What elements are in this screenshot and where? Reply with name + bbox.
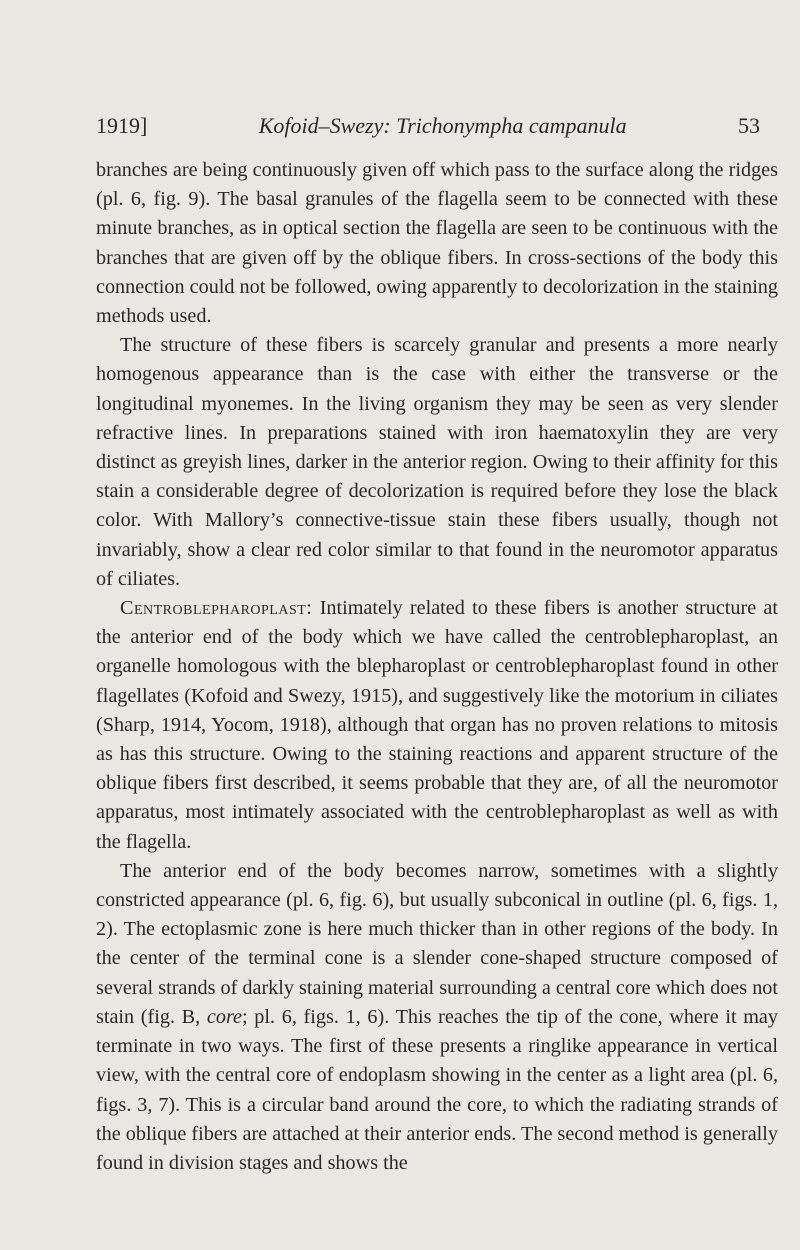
running-head-title: Kofoid–Swezy: Trichonympha campanula [258,113,627,138]
paragraph-anterior-end-text-a: The anterior end of the body becomes narrow, sometimes with a slightly constricted appearance (pl. 6, fig. 6), but usually subconical in outline (pl. 6, figs. 1, 2). The ectoplasmic zone is here much thicker than in other regions of the body. In the center of the terminal cone is a slender cone-shaped structure composed of several strands of darkly staining material surrounding a central core which does not stain (fig. B, [96,859,778,1028]
paragraph-anterior-end [96,857,778,1178]
paragraph-centroblepharoplast [96,594,778,857]
paragraph-centroblepharoplast-text: Intimately related to these fibers is another structure at the anterior end of the body which we have called the centroblepharoplast, an organelle homologous with the blepharoplast or centroblepharoplast found in other flagellates (Kofoid and Swezy, 1915), and suggestively like the motorium in ciliates (Sharp, 1914, Yocom, 1918), although that organ has no proven relations to mitosis as has this structure. Owing to the staining reactions and apparent structure of the oblique fibers first described, it seems probable that they are, of all the neuromotor apparatus, most intimately associated with the centroblepharoplast as well as with the flagella. [96,597,778,853]
paragraph-continuation: branches are being continuously given off which pass to the surface along the ridges (pl. 6, fig. 9). The basal granules of the flagella seem to be connected with these minute branches, as in optical section the flagella are seen to be continuous with the branches that are given off by the oblique fibers. In cross-sections of the body this connection could not be followed, owing apparently to decolorization in the staining methods used. [96,159,778,328]
paragraph-fiber-structure: The structure of these fibers is scarcely granular and presents a more nearly homogenous appearance than is the case with either the transverse or the longitudinal myonemes. In the living organism they may be seen as very slender refractive lines. In preparations stained with iron haematoxylin they are very distinct as greyish lines, darker in the anterior region. Owing to their affinity for this stain a considerable degree of decolorization is required before they lose the black color. With Mallory’s connective-tissue stain these fibers usually, though not invariably, show a clear red color similar to that found in the neuromotor apparatus of ciliates. [96,334,778,590]
body-text [96,156,778,1178]
section-heading-centroblepharoplast: Centroblepharoplast: [120,597,313,620]
running-head-year: 1919] [96,113,148,138]
page-number: 53 [737,113,760,138]
core-label-italic: core [206,1005,243,1028]
paragraph-anterior-end-text-b: ; pl. 6, figs. 1, 6). This reaches the tip of the cone, where it may terminate in two ways. The first of these presents a ringlike appearance in vertical view, with the central core of endoplasm showing in the center as a light area (pl. 6, figs. 3, 7). This is a circular band around the core, to which the radiating strands of the oblique fibers are attached at their anterior ends. The second method is generally found in division stages and shows the [96,1005,778,1174]
running-head [96,112,760,140]
